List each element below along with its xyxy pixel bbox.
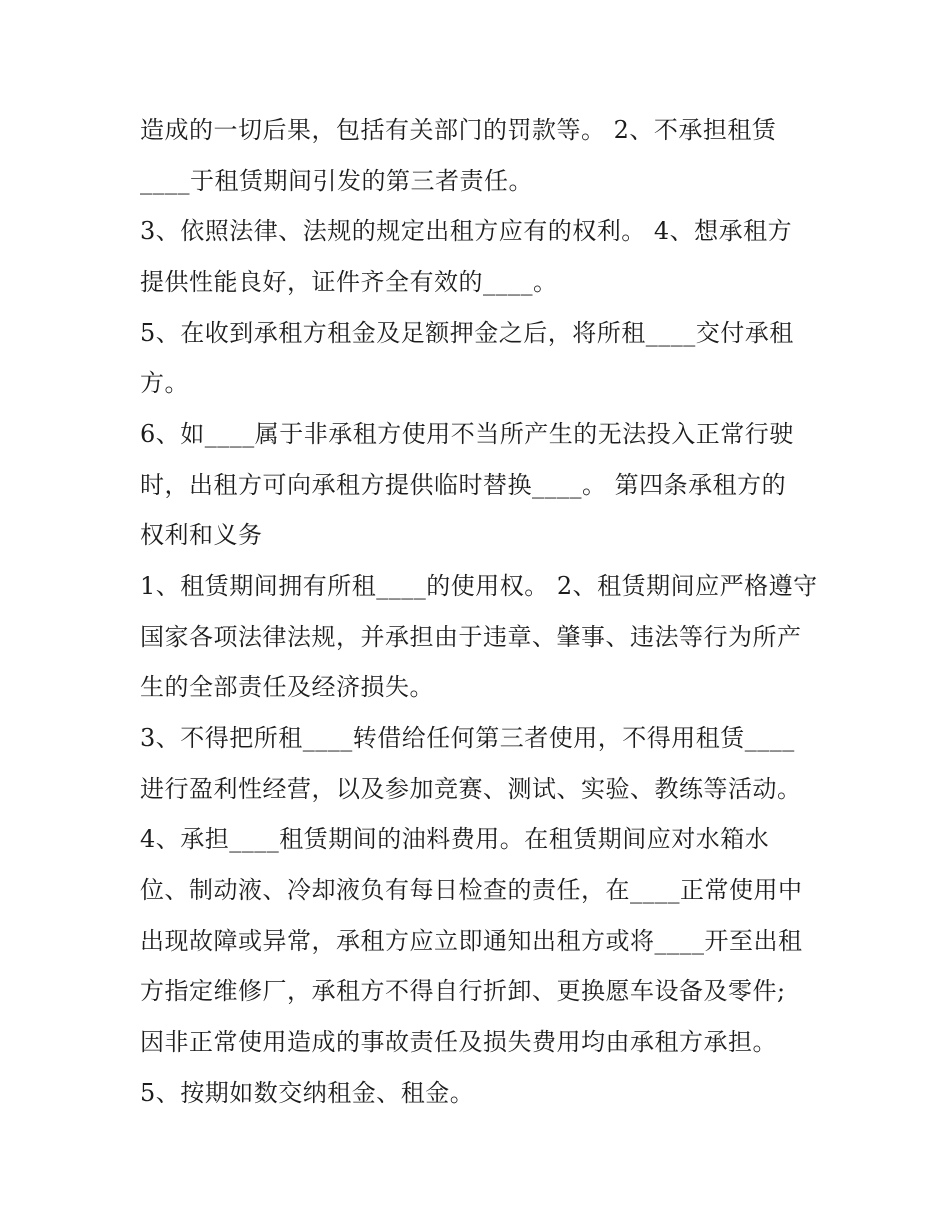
text-line: 时，出租方可向承租方提供临时替换____。 第四条承租方的 — [140, 471, 787, 499]
text-line: 3、不得把所租____转借给任何第三者使用，不得用租赁____ — [140, 724, 795, 752]
text-line: 1、租赁期间拥有所租____的使用权。 2、租赁期间应严格遵守 — [140, 572, 818, 600]
text-line: 造成的一切后果，包括有关部门的罚款等。 2、不承担租赁 — [140, 116, 777, 144]
text-line: 提供性能良好，证件齐全有效的____。 — [140, 268, 558, 296]
text-line: 5、按期如数交纳租金、租金。 — [140, 1079, 475, 1107]
text-line: ____于租赁期间引发的第三者责任。 — [140, 167, 533, 195]
text-line: 因非正常使用造成的事故责任及损失费用均由承租方承担。 — [140, 1028, 777, 1056]
text-line: 3、依照法律、法规的规定出租方应有的权利。 4、想承租方 — [140, 217, 793, 245]
text-line: 方。 — [140, 369, 189, 397]
text-line: 5、在收到承租方租金及足额押金之后，将所租____交付承租 — [140, 319, 794, 347]
text-line: 国家各项法律法规，并承担由于违章、肇事、违法等行为所产 — [140, 623, 802, 651]
text-line: 方指定维修厂，承租方不得自行折卸、更换愿车设备及零件; — [140, 977, 786, 1005]
text-line: 进行盈利性经营，以及参加竞赛、测试、实验、教练等活动。 — [140, 775, 802, 803]
text-line: 6、如____属于非承租方使用不当所产生的无法投入正常行驶 — [140, 420, 794, 448]
text-line: 4、承担____租赁期间的油料费用。在租赁期间应对水箱水 — [140, 825, 770, 853]
text-line: 权利和义务 — [140, 521, 263, 549]
text-line: 出现故障或异常，承租方应立即通知出租方或将____开至出租 — [140, 927, 803, 955]
text-line: 位、制动液、冷却液负有每日检查的责任，在____正常使用中 — [140, 876, 803, 904]
text-line: 生的全部责任及经济损失。 — [140, 673, 434, 701]
